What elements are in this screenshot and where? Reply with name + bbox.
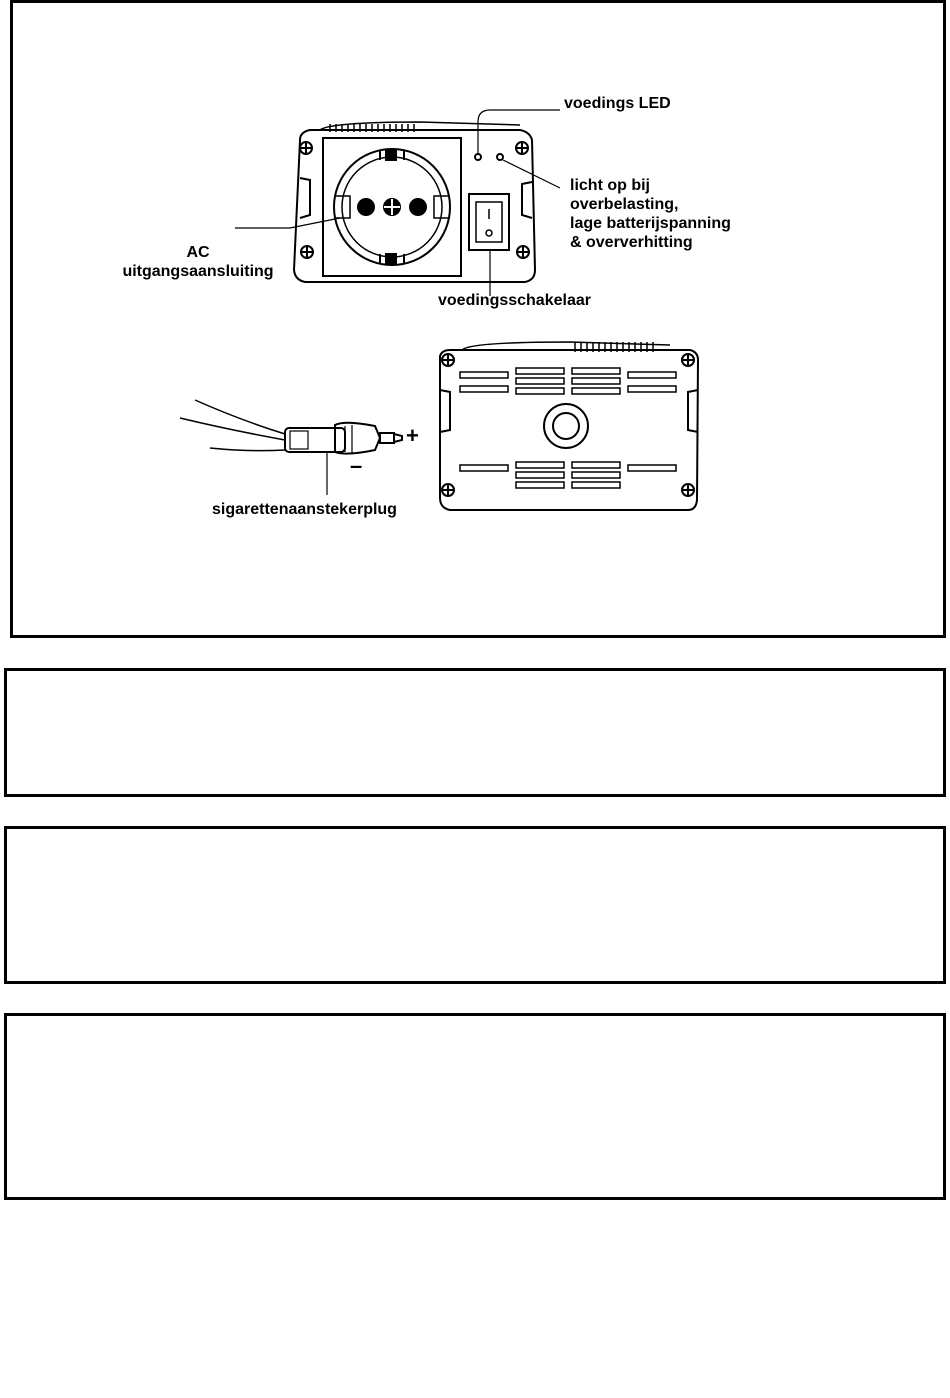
label-minus: – xyxy=(350,453,363,478)
label-line: AC xyxy=(186,244,210,261)
front-panel-notch-left xyxy=(300,178,310,218)
front-panel-notch-right xyxy=(522,182,532,218)
screw-icon xyxy=(301,246,313,258)
screw-icon xyxy=(300,142,312,154)
label-plus: + xyxy=(406,423,419,448)
screw-icon xyxy=(442,354,454,366)
label-ac-output xyxy=(112,243,284,281)
screw-icon xyxy=(516,142,528,154)
label-line: & oververhitting xyxy=(570,234,693,251)
label-line: uitgangsaansluiting xyxy=(122,263,274,280)
empty-box xyxy=(4,668,946,797)
screw-icon xyxy=(682,354,694,366)
dc-input-port xyxy=(544,404,588,448)
empty-box xyxy=(4,826,946,984)
empty-box xyxy=(4,1013,946,1200)
label-cigarette-plug: sigarettenaanstekerplug xyxy=(212,501,397,518)
label-power-switch: voedingsschakelaar xyxy=(438,292,591,309)
label-power-led: voedings LED xyxy=(564,95,671,112)
fault-led-icon xyxy=(497,154,503,160)
inverter-diagram xyxy=(0,0,950,640)
label-line: licht op bij xyxy=(570,177,650,194)
rear-panel xyxy=(440,350,698,510)
screw-icon xyxy=(517,246,529,258)
screw-icon xyxy=(682,484,694,496)
vent-slots xyxy=(460,368,676,488)
socket-pin-hole xyxy=(358,199,374,215)
label-line: lage batterijspanning xyxy=(570,215,731,232)
power-led-icon xyxy=(475,154,481,160)
label-line: overbelasting, xyxy=(570,196,679,213)
screw-icon xyxy=(442,484,454,496)
label-fault-indicator xyxy=(570,176,731,252)
socket-pin-hole xyxy=(410,199,426,215)
